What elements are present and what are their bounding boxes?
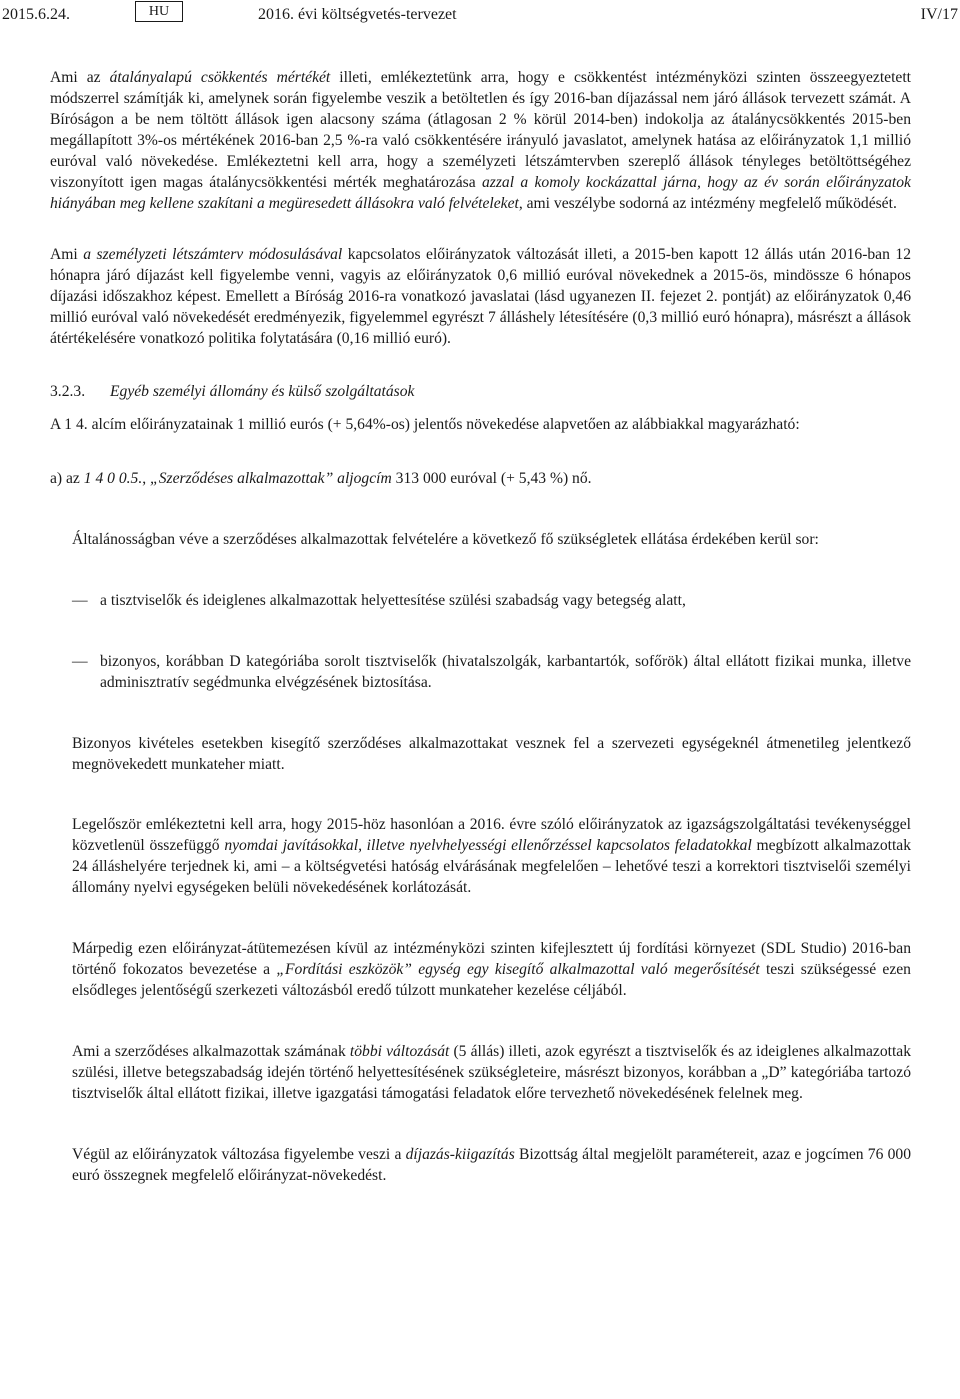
text-run: Márpedig ezen előirányzat-átütemezésen kívül az intézményközi szinten kifejlesztett új fordítási környezet (SDL Studio) 2016-ban történő fokozatos bevezetése a bbox=[72, 940, 911, 978]
paragraph-subtitle-increase bbox=[50, 414, 911, 435]
text-run: , bbox=[142, 470, 151, 487]
italic-text-run: 1 4 0 0.5. bbox=[83, 470, 143, 487]
text-run: Legelőször emlékeztetni kell arra, hogy 2015-höz hasonlóan a 2016. évre szóló előirányzatok az igazságszolgáltatási tevékenységgel közvetlenül összefüggő bbox=[72, 816, 911, 854]
text-run: a) az bbox=[50, 470, 84, 487]
text-run: teszi szükségessé ezen elsődleges jelentőségű szerkezeti változásból eredő túlzott munkateher kezelése céljából. bbox=[72, 961, 911, 999]
text-run: A 1 4. alcím előirányzatainak 1 millió eurós (+ 5,64%-os) jelentős növekedése alapvetően az alábbiakkal magyarázható: bbox=[50, 416, 800, 433]
italic-text-run: többi változását bbox=[349, 1043, 450, 1060]
text-run: Bizottság által megjelölt paramétereit, azaz e jogcímen 76 000 euró összegnek megfelelő előirányzat-növekedést. bbox=[72, 1146, 912, 1184]
text-run: megbízott alkalmazottak 24 álláshelyére terjednek ki, ami – a költségvetési hatóság elvárásának megfelelően – lehetővé teszi a korrektori tisztviselői személyi állomány nyelvi egységeken belüli növekedésének korlátozását. bbox=[72, 837, 911, 896]
header-date: 2015.6.24. bbox=[2, 6, 70, 23]
text-run: Általánosságban véve a szerződéses alkalmazottak felvételére a következő fő szükségletek ellátása érdekében kerül sor: bbox=[72, 531, 819, 548]
dash-item-physical-work bbox=[50, 651, 911, 693]
text-run: kapcsolatos előirányzatok változását illeti, a 2015-ben kapott 12 állás után 2016-ban 12 hónapra járó díjazást kell figyelembe venni, vagyis az előirányzatok 0,6 millió euróval növekednek a 2015-ös, mindössze 6 hónapos díjazási időszakhoz képest. Emellett a Bíróság 2016-ra vonatkozó javaslatai (lásd ugyanezen II. fejezet 2. pontját) az előirányzatok 0,46 millió euróval való növekedését eredményezik, figyelemmel egyrészt 7 álláshely létesítésére (0,3 millió euró hónapra), másrészt a állások átértékelésére vonatkozó politika folytatására (0,16 millió euró). bbox=[50, 246, 911, 347]
paragraph-flat-rate-reduction bbox=[50, 67, 911, 214]
text-run: illeti, emlékeztetünk arra, hogy e csökkentést intézményközi szinten összeegyeztetett módszerrel számítják ki, amelynek során figyelembe veszik a betöltetlen és így 2016-ban díjazással nem járó állások tervezett számát. A Bíróságon a be nem töltött állások igen alacsony száma (átlagosan 2 % körül 2014-ben) indokolja az átalánycsökkentés 2015-ben megállapított 3%-os mértékének 2016-ban 2,5 %-ra való csökkentésére irányuló javaslatot, amelynek hatása az előirányzatok 1,1 millió euróval való növekedése. Emlékeztetni kell arra, hogy a személyzeti létszámtervben szereplő állások tényleges betöltöttségéhez viszonyított igen magas átalánycsökkentési mérték meghatározása bbox=[50, 69, 911, 191]
paragraph-general-needs bbox=[50, 529, 911, 550]
italic-text-run: azzal a komoly kockázattal járna, hogy az év során előirányzatok hiányában meg kellene szakítani a megüresedett állásokra való felvételeket bbox=[50, 174, 911, 212]
paragraph-translation-tools bbox=[50, 938, 911, 1001]
paragraph-staff-plan bbox=[50, 244, 911, 349]
text-run: (5 állás) illeti, azok egyrészt a tisztviselők és az ideiglenes alkalmazottak szülési, illetve betegszabadság idején történő helyettesítésének szükségleteire, másrészt bizonyos, korábban a „D” kategóriába tartozó tisztviselők által ellátott fizikai, illetve igazgatási támogatási feladatok előre tervezhető növekedésének felelnek meg. bbox=[72, 1043, 911, 1102]
italic-text-run: átalányalapú csökkentés mértékét bbox=[109, 69, 331, 86]
paragraph-salary-adjustment bbox=[50, 1144, 911, 1186]
section-heading bbox=[50, 381, 911, 402]
paragraph-other-changes bbox=[50, 1041, 911, 1104]
page-header bbox=[0, 2, 960, 24]
italic-text-run: „Fordítási eszközök” egység egy kisegítő alkalmazottal való megerősítését bbox=[276, 961, 760, 978]
document-body bbox=[50, 67, 911, 1186]
dash-marker: — bbox=[72, 592, 88, 609]
text-run: 313 000 euróval (+ 5,43 %) nő. bbox=[391, 470, 592, 487]
text-run: Bizonyos kivételes esetekben kisegítő szerződéses alkalmazottakat vesznek fel a szervezeti egységeknél átmenetileg jelentkező megnövekedett munkateher miatt. bbox=[72, 735, 911, 773]
paragraph-contract-staff-item bbox=[50, 468, 911, 489]
text-run: Ami a szerződéses alkalmazottak számának bbox=[72, 1043, 350, 1060]
italic-text-run: „Szerződéses alkalmazottak” aljogcím bbox=[150, 470, 392, 487]
italic-text-run: a személyzeti létszámterv módosulásával bbox=[83, 246, 343, 263]
dash-item-replacement bbox=[50, 590, 911, 611]
page-number: IV/17 bbox=[920, 6, 958, 23]
italic-text-run: díjazás-kiigazítás bbox=[405, 1146, 515, 1163]
section-title: Egyéb személyi állomány és külső szolgáltatások bbox=[110, 383, 415, 400]
document-title: 2016. évi költségvetés-tervezet bbox=[258, 6, 457, 23]
text-run: Végül az előirányzatok változása figyelembe veszi a bbox=[72, 1146, 406, 1163]
paragraph-temporary-workload bbox=[50, 733, 911, 775]
language-code-box: HU bbox=[135, 1, 183, 22]
italic-text-run: nyomdai javításokkal, illetve nyelvhelyességi ellenőrzéssel kapcsolatos feladatokkal bbox=[224, 837, 752, 854]
text-run: bizonyos, korábban D kategóriába sorolt tisztviselők (hivatalszolgák, karbantartók, sofőrök) által ellátott fizikai munka, illetve adminisztratív segédmunka elvégzésének biztosítása. bbox=[100, 653, 911, 691]
section-number: 3.2.3. bbox=[50, 383, 86, 400]
text-run: a tisztviselők és ideiglenes alkalmazottak helyettesítése szülési szabadság vagy betegség alatt, bbox=[100, 592, 686, 609]
text-run: , ami veszélybe sodorná az intézmény megfelelő működését. bbox=[518, 195, 897, 212]
dash-item-text bbox=[100, 653, 911, 691]
paragraph-proofreading bbox=[50, 814, 911, 898]
text-run: Ami bbox=[50, 246, 84, 263]
text-run: Ami az bbox=[50, 69, 110, 86]
dash-item-text bbox=[100, 592, 686, 609]
dash-marker: — bbox=[72, 653, 88, 670]
